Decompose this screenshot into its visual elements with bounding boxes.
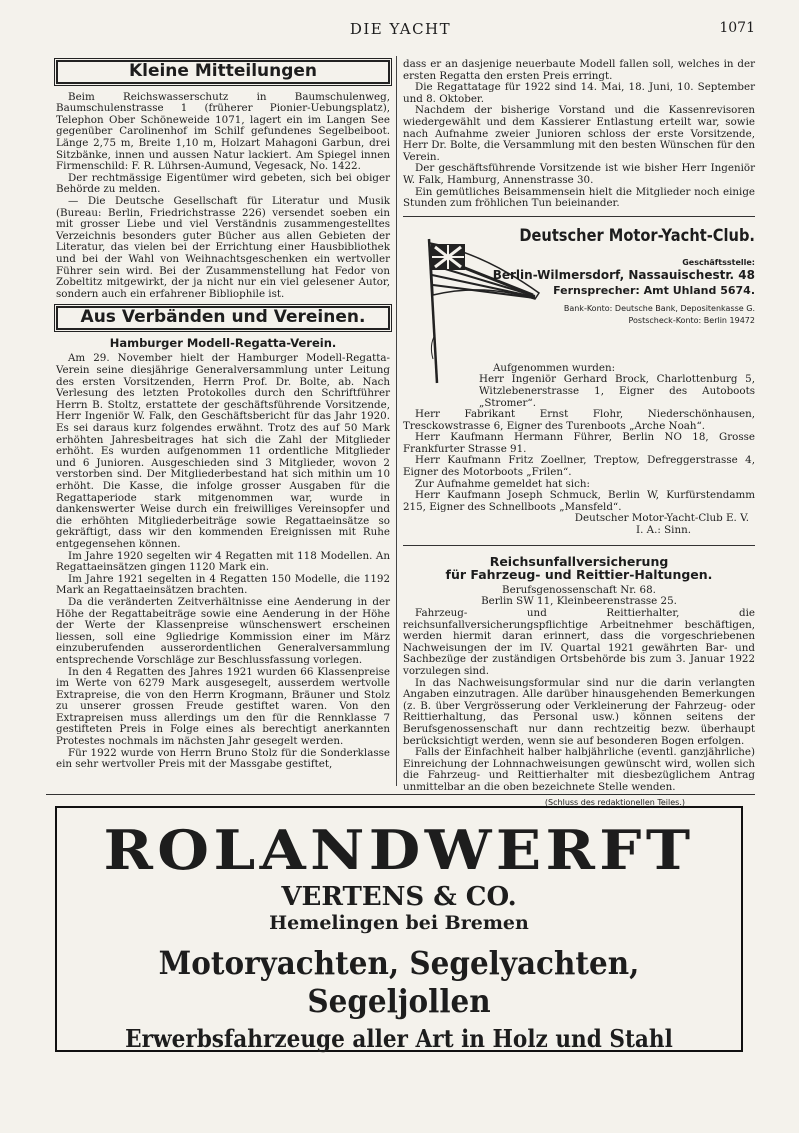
club-address: Berlin-Wilmersdorf, Nassauischestr. 48 (492, 267, 755, 282)
ad-vessel-types: Erwerbsfahrzeuge aller Art in Holz und Stahl (125, 1024, 673, 1053)
article-heading: Hamburger Modell-Regatta-Verein. (109, 335, 337, 350)
paragraph: Im Jahre 1920 segelten wir 4 Regatten mit 118 Modellen. An Regattaeinsätzen gingen 1120 Mark ein. (56, 549, 390, 574)
section-title-verbaende: Aus Verbänden und Vereinen. (56, 306, 390, 330)
section-title-kleine-mitteilungen: Kleine Mitteilungen (56, 60, 390, 84)
article-heading: für Fahrzeug- und Reittier-Haltungen. (445, 567, 713, 583)
member-entry: Herr Kaufmann Joseph Schmuck, Berlin W, Kurfürstendamm 215, Eigner des Schnellboots „Mansfeld“. (403, 489, 755, 513)
paragraph: In das Nachweisungsformular sind nur die darin verlangten Angaben einzutragen. Alle darüber hinausgehenden Bemerkungen (z. B. über Vergrösserung oder Verkleinerung der Fahrzeug- oder Reittierhaltung, das Personal usw.) können seitens der Berufsgenossenschaft nur dann rechtzeitig bezw. überhaupt berücksichtigt werden, wenn sie auf besonderen Bogen erfolgen. (403, 676, 755, 747)
paragraph: Der rechtmässige Eigentümer wird gebeten, sich bei obiger Behörde zu melden. (56, 171, 390, 196)
paragraph: Ein gemütliches Beisammensein hielt die Mitglieder noch einige Stunden zum fröhlichen Tun beieinander. (403, 185, 755, 210)
club-notice-header (403, 227, 755, 359)
member-entry: Herr Fabrikant Ernst Flohr, Niederschönhausen, Tresckowstrasse 6, Eigner des Turenboots „Arche Noah“. (403, 408, 755, 432)
paragraph: Nachdem der bisherige Vorstand und die Kassenrevisoren wiedergewählt und dem Kassierer Entlastung erteilt war, sowie nach Aufnahme zweier Junioren schloss der erste Vorsitzende, Herr Dr. Bolte, die Versammlung mit den besten Wünschen für den Verein. (403, 104, 755, 163)
club-bank: Bank-Konto: Deutsche Bank, Depositenkasse G. (563, 303, 755, 313)
club-name: Deutscher Motor-Yacht-Club. (519, 225, 755, 246)
paragraph: In den 4 Regatten des Jahres 1921 wurden 66 Klassenpreise im Werte von 6279 Mark ausgesegelt, ausserdem wertvolle Extrapreise, die von den Herrn Krogmann, Bräuner und Stolz zu unserer grossen Freude gestiftet waren. Von den Extrapreisen muss allerdings um den für die Rennklasse 7 gestifteten Preis in Folge eines als berechtigt anerkannten Protestes nochmals im nächsten Jahr gesegelt werden. (56, 665, 390, 748)
paragraph: Im Jahre 1921 segelten in 4 Regatten 150 Modelle, die 1192 Mark an Regattaeinsätzen brachten. (56, 572, 390, 597)
office-label: Geschäftsstelle: (682, 257, 755, 267)
article-subheading: Berlin SW 11, Kleinbeerenstrasse 25. (481, 595, 677, 608)
divider (46, 794, 755, 795)
divider (403, 545, 755, 546)
paragraph: Fahrzeug- und Reittierhalter, die reichsunfallversicherungspflichtige Arbeitnehmer beschäftigen, werden hiermit daran erinnert, dass die vorgeschriebenen Nachweisungen der im IV. Quartal 1921 gewährten Bar- und Sachbezüge der zuständigen Ortsbehörde bis zum 3. Januar 1922 vorzulegen sind. (403, 607, 755, 677)
paragraph: Für 1922 wurde von Herrn Bruno Stolz für die Sonderklasse ein sehr wertvoller Preis mit der Massgabe gestiftet, (56, 746, 390, 771)
paragraph: Da die veränderten Zeitverhältnisse eine Aenderung in der Höhe der Regattabeiträge sowie eine Aenderung in der Höhe der Werte der Klassenpreise wünschenswert erscheinen liessen, soll eine 9gliedrige Kommission einer im März einzuberufenden ausserordentlichen Generalversammlung entsprechende Vorschläge zur Beschlussfassung vorlegen. (56, 595, 390, 666)
pending-label: Zur Aufnahme gemeldet hat sich: (415, 477, 590, 490)
ad-location: Hemelingen bei Bremen (269, 912, 529, 934)
journal-title: DIE YACHT (349, 20, 452, 38)
ad-firm: VERTENS & CO. (281, 882, 517, 912)
paragraph: Beim Reichswasserschutz in Baumschulenweg, Baumschulenstrasse 1 (früherer Pionier-Uebungsplatz), Telephon Ober Schöneweide 1071, lagert ein im Langen See gegenüber Carolinenhof im Schilf gefundenes Segelbeiboot. Länge 2,75 m, Breite 1,10 m, Holzart Mahagoni Garbun, drei Sitzbänke, innen und aussen Natur lackiert. Am Spiegel innen Firmenschild: F. R. Lührsen-Aumund, Vegesack, No. 1422. (56, 90, 390, 173)
club-flag-icon (423, 235, 541, 385)
member-entry: Herr Ingeniör Gerhard Brock, Charlottenburg 5, Witzlebenerstrasse 1, Eigner des Autoboots „Stromer“. (479, 373, 755, 409)
club-phone: Fernsprecher: Amt Uhland 5674. (553, 283, 755, 297)
club-signatory: I. A.: Sinn. (636, 524, 691, 537)
paragraph: dass er an dasjenige neuerbaute Modell fallen soll, welches in der ersten Regatta den ersten Preis erringt. (403, 58, 755, 82)
end-of-editorial-note: (Schluss des redaktionellen Teiles.) (544, 797, 685, 807)
page-number: 1071 (719, 20, 755, 36)
advertisement-rolandwerft (55, 806, 743, 1052)
paragraph: Am 29. November hielt der Hamburger Modell-Regatta-Verein seine diesjährige Generalversammlung unter Leitung des ersten Vorsitzenden, Herrn Prof. Dr. Bolte, ab. Nach Verlesung des letzten Protokolles durch den Schriftführer Herrn B. Stoltz, erstattete der geschäftsführende Vorsitzende, Herr Ingeniör W. Falk, den Geschäftsbericht für das Jahr 1920. Es sei daraus kurz folgendes erwähnt. Trotz des auf 50 Mark erhöhten Jahresbeitrages hat sich die Zahl der Mitglieder erhöht. Es wurden aufgenommen 11 ordentliche Mitglieder und 6 Junioren. Ausgeschieden sind 3 Mitglieder, wovon 2 verstorben sind. Der Mitgliederbestand hat sich mithin um 10 erhöht. Die Kasse, die infolge grosser Ausgaben für die Regattaperiode stark mitgenommen war, wurde in dankenswerter Weise durch ein freiwilliges Vereinsopfer und die erhöhten Mitgliederbeiträge sowie Regattaeinsätze so gekräftigt, dass wir den kommenden Ereignissen mit Ruhe entgegensehen können. (56, 352, 390, 550)
club-signature: Deutscher Motor-Yacht-Club E. V. (574, 512, 749, 525)
paragraph: Der geschäftsführende Vorsitzende ist wie bisher Herr Ingeniör W. Falk, Hamburg, Annenstrasse 30. (403, 162, 755, 186)
member-entry: Herr Kaufmann Hermann Führer, Berlin NO 18, Grosse Frankfurter Strasse 91. (403, 431, 755, 455)
ad-brand: ROLANDWERFT (103, 818, 695, 882)
club-postcheck: Postscheck-Konto: Berlin 19472 (628, 315, 755, 325)
paragraph: — Die Deutsche Gesellschaft für Literatur und Musik (Bureau: Berlin, Friedrichstrasse 226) versendet soeben ein mit grosser Liebe und viel Verständnis zusammengestelltes Verzeichnis besonders guter Bücher aus allen Gebieten der Literatur, das vielen bei der Errichtung einer Hausbibliothek und bei der Wahl von Weihnachtsgeschenken ein wertvoller Führer sein wird. Bei der Zusammenstellung hat Fedor von Zobeltitz mitgewirkt, der ja nicht nur ein viel gelesener Autor, sondern auch ein erfahrener Bibliophile ist. (56, 194, 390, 300)
admitted-label: Aufgenommen wurden: (493, 361, 616, 374)
member-entry: Herr Kaufmann Fritz Zoellner, Treptow, Defreggerstrasse 4, Eigner des Motorboots „Frilen“. (403, 454, 755, 479)
article-heading: Reichsunfallversicherung (489, 553, 669, 569)
column-divider (396, 56, 397, 786)
page-header (46, 18, 755, 42)
left-column (56, 60, 390, 771)
ad-boat-types: Motoryachten, Segelyachten, Segeljollen (158, 944, 640, 1020)
article-subheading: Berufsgenossenschaft Nr. 68. (502, 583, 656, 596)
divider (403, 216, 755, 217)
paragraph: Die Regattatage für 1922 sind 14. Mai, 18. Juni, 10. September und 8. Oktober. (403, 81, 755, 105)
right-column (403, 59, 755, 808)
paragraph: Falls der Einfachheit halber halbjährliche (eventl. ganzjährliche) Einreichung der Lohnnachweisungen gewünscht wird, wollen sich die Fahrzeug- und Reittierhalter mit diesbezüglichem Antrag unmittelbar an die oben bezeichnete Stelle wenden. (403, 746, 755, 793)
